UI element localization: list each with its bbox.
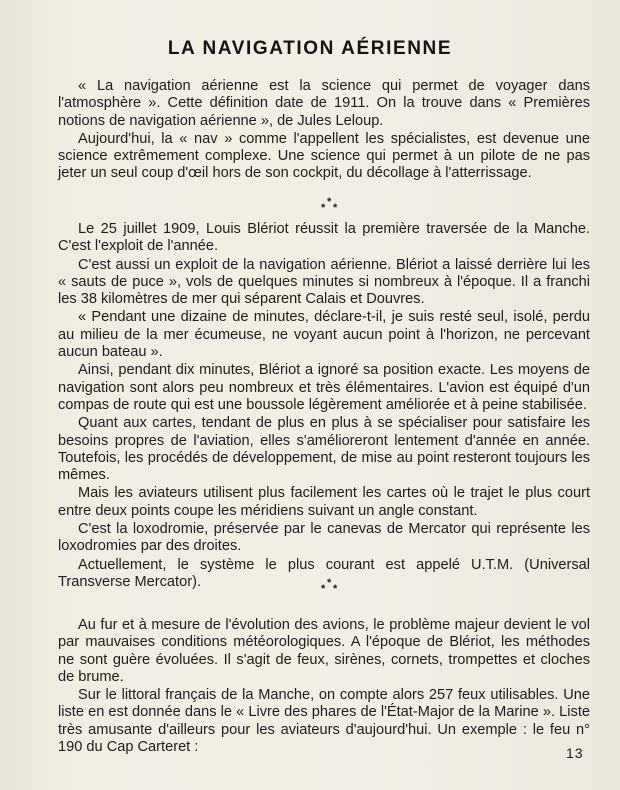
separator-star: * — [333, 202, 338, 214]
separator-star: * — [327, 577, 332, 589]
section-separator — [318, 197, 344, 215]
section-weather — [58, 617, 590, 757]
paragraph: C'est aussi un exploit de la navigation aérienne. Blériot a laissé derrière lui les « sauts de puce », vols de quelques minutes si nombreux à l'époque. Il a franchi les 38 kilomètres de mer qui séparent Calais et Douvres. — [58, 256, 590, 308]
paragraph: Mais les aviateurs utilisent plus facilement les cartes où le trajet le plus court entre deux points coupe les méridiens suivant un angle constant. — [58, 485, 590, 519]
page-title: LA NAVIGATION AÉRIENNE — [167, 38, 453, 59]
paragraph: Le 25 juillet 1909, Louis Blériot réussit la première traversée de la Manche. C'est l'exploit de l'année. — [58, 221, 590, 255]
section-bleriot — [58, 221, 590, 592]
paragraph: C'est la loxodromie, préservée par le canevas de Mercator qui représente les loxodromies par des droites. — [58, 521, 590, 555]
page-number: 13 — [566, 745, 584, 761]
paragraph: Au fur et à mesure de l'évolution des avions, le problème majeur devient le vol par mauvaises conditions météorologiques. A l'époque de Blériot, les méthodes ne sont guère évoluées. Il s'agit de feux, sirènes, cornets, trompettes et cloches de brume. — [58, 617, 590, 685]
separator-star: * — [321, 202, 326, 214]
paragraph: Ainsi, pendant dix minutes, Blériot a ignoré sa position exacte. Les moyens de navigation sont alors peu nombreux et très élémentaires. L'avion est équipé d'un compas de route qui est une boussole légèrement améliorée et à peine stabilisée. — [58, 362, 590, 413]
section-intro — [58, 78, 590, 184]
paragraph: « Pendant une dizaine de minutes, déclare-t-il, je suis resté seul, isolé, perdu au milieu de la mer écumeuse, ne voyant aucun point à l'horizon, ne percevant aucun bateau ». — [58, 309, 590, 361]
separator-star: * — [333, 583, 338, 595]
section-separator — [318, 578, 344, 596]
paragraph: Aujourd'hui, la « nav » comme l'appellent les spécialistes, est devenue une science extrêmement complexe. Une science qui permet à un pilote de ne pas jeter un seul coup d'œil hors de son cockpit, du décollage à l'atterrissage. — [58, 130, 590, 182]
paragraph: « La navigation aérienne est la science qui permet de voyager dans l'atmosphère ». Cette définition date de 1911. On la trouve dans « Premières notions de navigation aérienne », de Jules Leloup. — [58, 78, 590, 129]
paragraph: Quant aux cartes, tendant de plus en plus à se spécialiser pour satisfaire les besoins propres de l'aviation, elles s'amélioreront lentement d'année en année. Toutefois, les procédés de développement, de mise au point resteront toujours les mêmes. — [58, 415, 590, 484]
separator-star: * — [327, 196, 332, 208]
separator-star: * — [321, 583, 326, 595]
paragraph: Actuellement, le système le plus courant est appelé U.T.M. (Universal Transverse Mercator). — [58, 556, 590, 590]
paragraph: Sur le littoral français de la Manche, on compte alors 257 feux utilisables. Une liste en est donnée dans le « Livre des phares de l'État-Major de la Marine ». Liste très amusante d'ailleurs pour les aviateurs d'aujourd'hui. Un exemple : le feu n° 190 du Cap Carteret : — [58, 687, 590, 756]
